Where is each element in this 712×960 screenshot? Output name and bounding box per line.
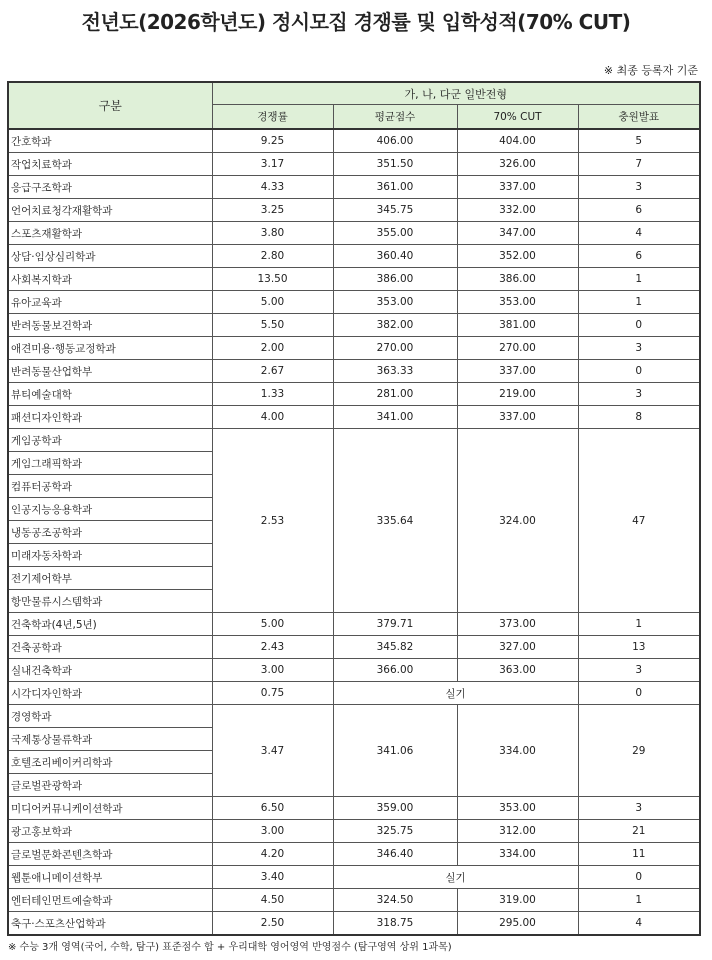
average-score-cell: 325.75	[333, 820, 457, 843]
average-score-cell: 359.00	[333, 797, 457, 820]
additional-admission-cell: 3	[578, 383, 700, 406]
department-name: 컴퓨터공학과	[8, 475, 212, 498]
admission-type-header: 가, 나, 다군 일반전형	[212, 82, 700, 105]
basis-note: ※ 최종 등록자 기준	[603, 64, 698, 77]
table-row	[8, 337, 700, 360]
department-name: 애견미용·행동교정학과	[8, 337, 212, 360]
competition-rate-cell: 2.67	[212, 360, 333, 383]
table-row	[8, 314, 700, 337]
department-name: 패션디자인학과	[8, 406, 212, 429]
competition-rate-cell: 5.00	[212, 291, 333, 314]
additional-admission-cell: 8	[578, 406, 700, 429]
average-score-cell: 406.00	[333, 129, 457, 153]
average-score-cell: 324.50	[333, 889, 457, 912]
page-title: 전년도(2026학년도) 정시모집 경쟁률 및 입학성적(70% CUT)	[81, 10, 631, 34]
department-name: 글로벌문화콘텐츠학과	[8, 843, 212, 866]
average-score-header: 평균점수	[333, 105, 457, 130]
table-row	[8, 406, 700, 429]
additional-admission-cell: 13	[578, 636, 700, 659]
competition-rate-cell: 3.40	[212, 866, 333, 889]
additional-admission-cell: 11	[578, 843, 700, 866]
competition-rate-cell: 3.25	[212, 199, 333, 222]
department-name: 미래자동차학과	[8, 544, 212, 567]
average-score-cell: 345.75	[333, 199, 457, 222]
table-row	[8, 613, 700, 636]
additional-admission-cell: 0	[578, 682, 700, 705]
category-header: 구분	[8, 82, 212, 129]
average-score-cell: 335.64	[333, 429, 457, 613]
additional-admission-cell: 6	[578, 199, 700, 222]
department-name: 항만물류시스템학과	[8, 590, 212, 613]
average-score-cell: 351.50	[333, 153, 457, 176]
department-name: 글로벌관광학과	[8, 774, 212, 797]
cut-score-cell: 347.00	[457, 222, 578, 245]
competition-rate-cell: 9.25	[212, 129, 333, 153]
cut-score-header: 70% CUT	[457, 105, 578, 130]
competition-rate-cell: 3.80	[212, 222, 333, 245]
competition-rate-cell: 1.33	[212, 383, 333, 406]
table-row	[8, 820, 700, 843]
department-name: 시각디자인학과	[8, 682, 212, 705]
table-row	[8, 153, 700, 176]
cut-score-cell: 270.00	[457, 337, 578, 360]
additional-admission-cell: 47	[578, 429, 700, 613]
table-row	[8, 636, 700, 659]
table-row	[8, 383, 700, 406]
additional-admission-cell: 5	[578, 129, 700, 153]
cut-score-cell: 363.00	[457, 659, 578, 682]
table-row	[8, 291, 700, 314]
average-score-cell: 360.40	[333, 245, 457, 268]
average-score-cell: 270.00	[333, 337, 457, 360]
average-score-cell: 346.40	[333, 843, 457, 866]
competition-rate-cell: 6.50	[212, 797, 333, 820]
cut-score-cell: 326.00	[457, 153, 578, 176]
average-score-cell: 361.00	[333, 176, 457, 199]
department-name: 전기제어학부	[8, 567, 212, 590]
table-row	[8, 222, 700, 245]
competition-rate-cell: 2.80	[212, 245, 333, 268]
additional-admission-cell: 3	[578, 659, 700, 682]
department-name: 뷰티예술대학	[8, 383, 212, 406]
table-row	[8, 797, 700, 820]
table-row	[8, 360, 700, 383]
department-name: 반려동물산업학부	[8, 360, 212, 383]
cut-score-cell: 337.00	[457, 176, 578, 199]
practical-exam-cell: 실기	[333, 866, 578, 889]
department-name: 스포츠재활학과	[8, 222, 212, 245]
additional-admission-cell: 3	[578, 337, 700, 360]
cut-score-cell: 327.00	[457, 636, 578, 659]
additional-admission-cell: 4	[578, 222, 700, 245]
cut-score-cell: 324.00	[457, 429, 578, 613]
department-name: 웹툰애니메이션학부	[8, 866, 212, 889]
average-score-cell: 366.00	[333, 659, 457, 682]
average-score-cell: 341.00	[333, 406, 457, 429]
additional-admission-cell: 3	[578, 176, 700, 199]
department-name: 사회복지학과	[8, 268, 212, 291]
competition-rate-cell: 4.50	[212, 889, 333, 912]
cut-score-cell: 337.00	[457, 360, 578, 383]
cut-score-cell: 381.00	[457, 314, 578, 337]
additional-admission-cell: 1	[578, 613, 700, 636]
table-row	[8, 659, 700, 682]
department-name: 응급구조학과	[8, 176, 212, 199]
competition-rate-cell: 3.47	[212, 705, 333, 797]
average-score-cell: 341.06	[333, 705, 457, 797]
table-row	[8, 429, 700, 452]
competition-rate-cell: 3.00	[212, 820, 333, 843]
additional-admission-cell: 7	[578, 153, 700, 176]
competition-rate-cell: 2.50	[212, 912, 333, 936]
cut-score-cell: 337.00	[457, 406, 578, 429]
additional-admission-cell: 1	[578, 889, 700, 912]
additional-admission-cell: 4	[578, 912, 700, 936]
department-name: 건축공학과	[8, 636, 212, 659]
department-name: 광고홍보학과	[8, 820, 212, 843]
competition-rate-cell: 2.43	[212, 636, 333, 659]
cut-score-cell: 353.00	[457, 797, 578, 820]
table-row	[8, 912, 700, 936]
cut-score-cell: 334.00	[457, 705, 578, 797]
department-name: 국제통상물류학과	[8, 728, 212, 751]
competition-rate-cell: 3.00	[212, 659, 333, 682]
average-score-cell: 318.75	[333, 912, 457, 936]
department-name: 실내건축학과	[8, 659, 212, 682]
competition-rate-cell: 4.00	[212, 406, 333, 429]
average-score-cell: 345.82	[333, 636, 457, 659]
cut-score-cell: 334.00	[457, 843, 578, 866]
additional-admission-cell: 0	[578, 866, 700, 889]
competition-rate-header: 경쟁률	[212, 105, 333, 130]
average-score-cell: 281.00	[333, 383, 457, 406]
additional-admission-cell: 29	[578, 705, 700, 797]
competition-rate-cell: 5.50	[212, 314, 333, 337]
additional-admission-cell: 1	[578, 291, 700, 314]
department-name: 언어치료청각재활학과	[8, 199, 212, 222]
score-footnote: ※ 수능 3개 영역(국어, 수학, 탐구) 표준점수 합 + 우리대학 영어영역 반영점수 (탐구영역 상위 1과목)	[8, 942, 452, 953]
department-name: 인공지능응용학과	[8, 498, 212, 521]
department-name: 축구·스포츠산업학과	[8, 912, 212, 936]
table-row	[8, 176, 700, 199]
additional-admission-cell: 0	[578, 314, 700, 337]
table-row	[8, 866, 700, 889]
cut-score-cell: 404.00	[457, 129, 578, 153]
table-row	[8, 245, 700, 268]
table-row	[8, 705, 700, 728]
department-name: 냉동공조공학과	[8, 521, 212, 544]
department-name: 유아교육과	[8, 291, 212, 314]
competition-rate-cell: 13.50	[212, 268, 333, 291]
table-row	[8, 682, 700, 705]
average-score-cell: 355.00	[333, 222, 457, 245]
additional-admission-cell: 0	[578, 360, 700, 383]
department-name: 건축학과(4년,5년)	[8, 613, 212, 636]
department-name: 엔터테인먼트예술학과	[8, 889, 212, 912]
competition-rate-cell: 4.33	[212, 176, 333, 199]
cut-score-cell: 332.00	[457, 199, 578, 222]
table-row	[8, 268, 700, 291]
department-name: 상담·임상심리학과	[8, 245, 212, 268]
cut-score-cell: 352.00	[457, 245, 578, 268]
competition-rate-cell: 0.75	[212, 682, 333, 705]
department-name: 경영학과	[8, 705, 212, 728]
competition-rate-cell: 2.00	[212, 337, 333, 360]
table-row	[8, 199, 700, 222]
admission-results-table	[7, 81, 701, 936]
department-name: 간호학과	[8, 129, 212, 153]
competition-rate-cell: 5.00	[212, 613, 333, 636]
average-score-cell: 386.00	[333, 268, 457, 291]
table-body	[8, 129, 700, 935]
cut-score-cell: 373.00	[457, 613, 578, 636]
additional-admission-cell: 1	[578, 268, 700, 291]
average-score-cell: 382.00	[333, 314, 457, 337]
cut-score-cell: 319.00	[457, 889, 578, 912]
competition-rate-cell: 4.20	[212, 843, 333, 866]
department-name: 게임공학과	[8, 429, 212, 452]
department-name: 반려동물보건학과	[8, 314, 212, 337]
average-score-cell: 353.00	[333, 291, 457, 314]
cut-score-cell: 353.00	[457, 291, 578, 314]
additional-admission-cell: 3	[578, 797, 700, 820]
department-name: 호텔조리베이커리학과	[8, 751, 212, 774]
table-row	[8, 889, 700, 912]
department-name: 미디어커뮤니케이션학과	[8, 797, 212, 820]
competition-rate-cell: 3.17	[212, 153, 333, 176]
cut-score-cell: 219.00	[457, 383, 578, 406]
department-name: 게임그래픽학과	[8, 452, 212, 475]
cut-score-cell: 312.00	[457, 820, 578, 843]
cut-score-cell: 295.00	[457, 912, 578, 936]
cut-score-cell: 386.00	[457, 268, 578, 291]
practical-exam-cell: 실기	[333, 682, 578, 705]
department-name: 작업치료학과	[8, 153, 212, 176]
table-row	[8, 129, 700, 153]
average-score-cell: 379.71	[333, 613, 457, 636]
additional-admission-cell: 6	[578, 245, 700, 268]
competition-rate-cell: 2.53	[212, 429, 333, 613]
average-score-cell: 363.33	[333, 360, 457, 383]
additional-admission-header: 충원발표	[578, 105, 700, 130]
additional-admission-cell: 21	[578, 820, 700, 843]
table-row	[8, 843, 700, 866]
